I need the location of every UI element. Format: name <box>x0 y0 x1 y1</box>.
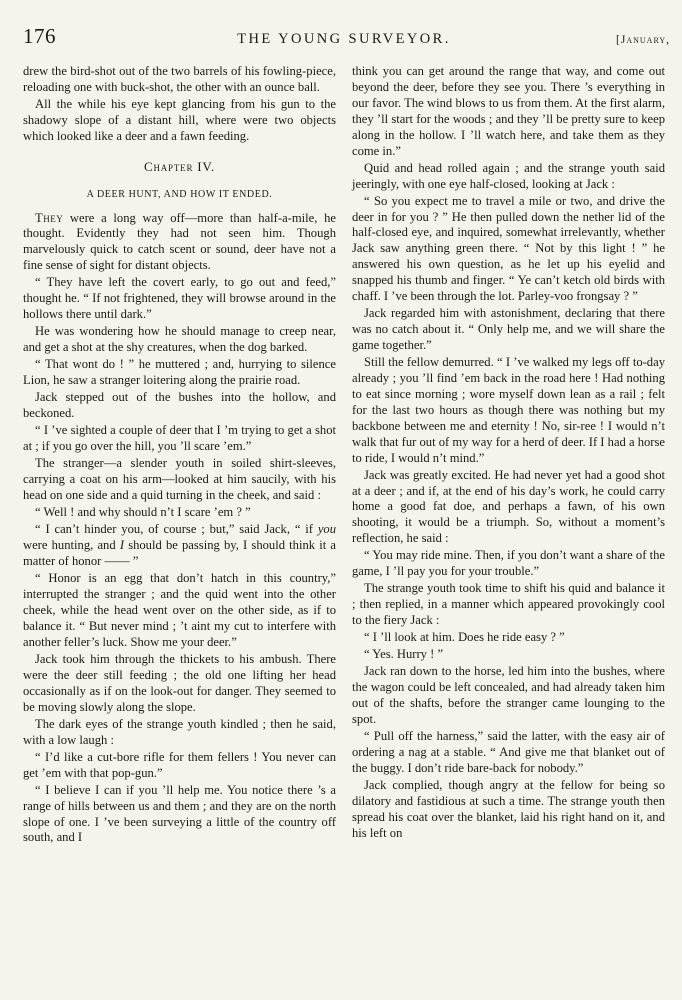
chapter-subtitle: A DEER HUNT, AND HOW IT ENDED. <box>86 188 273 200</box>
paragraph-text: were a long way off—more than half-a-mile, he thought. Evidently they had not seen him. Though marvelously quick to catch scent or sound, deer have not a fine sense of sight for distant objects. <box>23 210 336 273</box>
paragraph: “ I ’ve sighted a couple of deer that I ’m trying to get a shot at ; if you go over the hill, you ’ll scare ’em.” <box>23 423 336 454</box>
paragraph: “ I believe I can if you ’ll help me. You notice there ’s a range of hills between us and them ; and they are on the north slope of one. I ’ve been surveying a little of the country off south, and I <box>23 782 336 845</box>
paragraph-text: should be passing by, I should think it a matter of honor —— ” <box>23 538 336 569</box>
paragraph: “ Pull off the harness,” said the latter, with the easy air of ordering a nag at a stable. “ And give me that blanket out of the buggy. I don’t ride bare-back for nobody.” <box>352 729 665 776</box>
paragraph: “ Honor is an egg that don’t hatch in this country,” interrupted the stranger ; and the quid went into the other cheek, while the head went over on the other side, as if to balance it. “ But never mind ; ’t aint my cut to interfere with another feller’s luck. Show me your deer.” <box>23 571 336 649</box>
paragraph: Jack complied, though angry at the fellow for being so dilatory and fastidious at such a time. The strange youth then spread his coat over the blanket, laid his right hand on it, and his left on <box>352 778 665 840</box>
paragraph: Quid and head rolled again ; and the strange youth said jeeringly, with one eye half-closed, looking at Jack : <box>352 160 665 191</box>
paragraph: drew the bird-shot out of the two barrels of his fowling-piece, reloading one with buck-shot, the other with an ounce ball. <box>23 64 336 94</box>
paragraph: “ Yes. Hurry ! ” <box>364 647 444 662</box>
paragraph: “ So you expect me to travel a mile or two, and drive the deer in for you ? ” He then pulled down the nether lid of the half-closed eye, and inquired, somewhat irrelevantly, whether Jack saw anything green there. “ Not by this light ! ” he answered his own question, as he let up his eyelid and snapped his thumb and finger. “ Ye can’t ketch old birds with chaff. I ’ve been through the lot. Parley-voo frongsay ? ” <box>352 193 665 304</box>
paragraph <box>23 211 336 275</box>
paragraph: “ They have left the covert early, to go out and feed,” thought he. “ If not frightened, they will browse around in the hollows there until dark.” <box>23 275 336 322</box>
paragraph-text: “ I can’t hinder you, of course ; but,” said Jack, “ if <box>35 522 318 537</box>
paragraph: The strange youth took time to shift his quid and balance it ; then replied, in a manner which appeared provokingly cool to the fiery Jack : <box>352 581 665 628</box>
right-column <box>352 64 665 848</box>
paragraph: think you can get around the range that way, and come out beyond the deer, before they see you. There ’s everything in our favor. The wind blows to us from them. At the first alarm, they ’ll start for the woods ; and they ’ll be pretty sure to keep along in the hollow. I ’ll watch here, and take them as they come in.” <box>352 64 665 158</box>
page-number: 176 <box>23 24 56 48</box>
paragraph: Jack regarded him with astonishment, declaring that there was no catch about it. “ Only help me, and we will share the game together.” <box>352 306 665 352</box>
paragraph: “ I’d like a cut-bore rifle for them fellers ! You never can get ’em with that pop-gun.” <box>23 749 336 780</box>
paragraph: The dark eyes of the strange youth kindled ; then he said, with a low laugh : <box>23 716 336 747</box>
paragraph: “ That wont do ! ” he muttered ; and, hurrying to silence Lion, he saw a stranger loitering along the prairie road. <box>23 357 336 388</box>
chapter-lead-word: They <box>35 210 64 225</box>
paragraph: “ Well ! and why should n’t I scare ’em ? ” <box>35 505 251 520</box>
paragraph: Jack stepped out of the bushes into the hollow, and beckoned. <box>23 390 336 421</box>
paragraph <box>23 522 336 570</box>
italic-word: you <box>317 522 336 537</box>
italic-word: I <box>119 538 125 553</box>
running-header <box>23 24 670 52</box>
text-columns <box>23 64 670 848</box>
paragraph: He was wondering how he should manage to creep near, and get a shot at the shy creatures, when the dog barked. <box>23 324 336 355</box>
chapter-heading: Chapter IV. <box>143 158 215 174</box>
paragraph: “ I ’ll look at him. Does he ride easy ? ” <box>364 630 565 645</box>
paragraph: Still the fellow demurred. “ I ’ve walked my legs off to-day already ; you ’ll find ’em back in the road here ! Had nothing to eat since morning ; wore myself down lean as a rail ; felt for the last two hours as though there was nothing but my backbone between me and eternity ! No, sir-ree ! I would n’t walk that fur out of my way for a herd of deer. If I had a horse to ride, I would n’t mind.” <box>352 355 665 465</box>
paragraph: “ You may ride mine. Then, if you don’t want a share of the game, I ’ll pay you for your trouble.” <box>352 548 665 579</box>
paragraph: The stranger—a slender youth in soiled shirt-sleeves, carrying a coat on his arm—looked at him saucily, with his head on one side and a quid turning in the cheek, and said : <box>23 456 336 503</box>
left-column <box>23 64 336 848</box>
running-month: [January, <box>616 34 670 46</box>
running-title: THE YOUNG SURVEYOR. <box>237 31 451 47</box>
paragraph-text: were hunting, and <box>23 538 120 553</box>
paragraph: Jack ran down to the horse, led him into the bushes, where the wagon could be left concealed, and had already taken him out of the shafts, before the stranger came lounging to the spot. <box>352 664 665 727</box>
paragraph: Jack took him through the thickets to his ambush. There were the deer still feeding ; the old one lifting her head occasionally as if on the look-out for danger. They seemed to be moving slowly along the slope. <box>23 651 336 714</box>
paragraph: All the while his eye kept glancing from his gun to the shadowy slope of a distant hill, where were two objects which looked like a deer and a fawn feeding. <box>23 97 336 143</box>
paragraph: Jack was greatly excited. He had never yet had a good shot at a deer ; and if, at the end of his day’s work, he could carry home a good fat doe, and perhaps a fawn, of his own shooting, it would be a triumph. So, without a moment’s reflection, he said : <box>352 467 665 546</box>
